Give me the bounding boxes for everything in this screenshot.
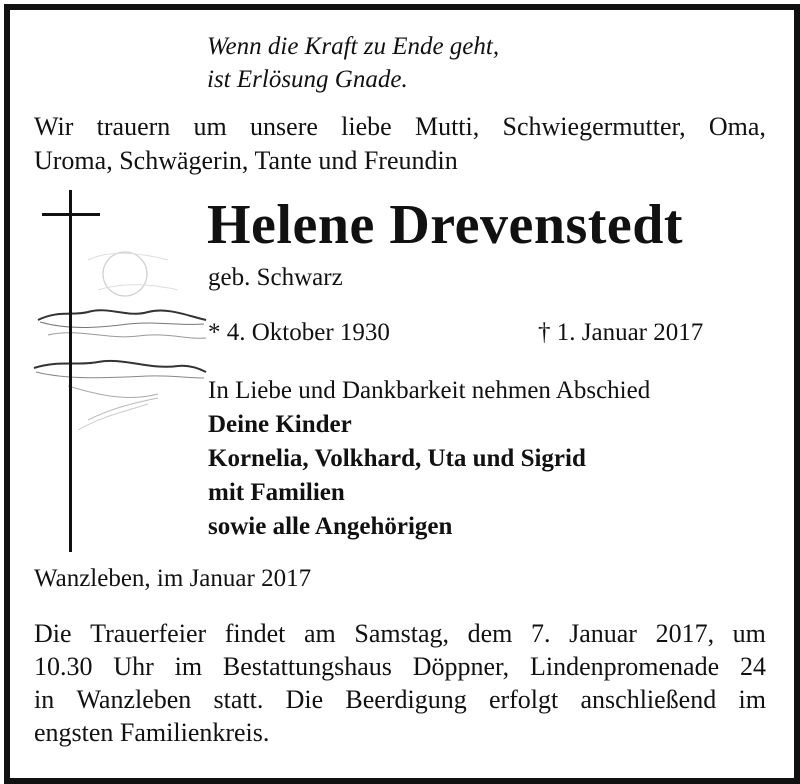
service-word: Bestattungshaus: [222, 652, 392, 681]
place-date: Wanzleben, im Januar 2017: [34, 565, 312, 592]
motto-line-1: Wenn die Kraft zu Ende geht,: [207, 33, 500, 60]
service-line-3: [34, 683, 766, 716]
intro-word: Mutti,: [414, 112, 480, 141]
service-word: im: [738, 685, 766, 714]
intro-text: [34, 110, 766, 178]
service-line-4: engsten Familienkreis.: [34, 718, 270, 747]
service-word: erfolgt: [488, 685, 559, 714]
service-word: 7.: [530, 619, 551, 648]
service-word: Uhr: [113, 652, 154, 681]
service-word: 24: [739, 652, 766, 681]
deceased-name: Helene Drevenstedt: [207, 194, 684, 256]
death-date: † 1. Januar 2017: [538, 319, 704, 346]
service-word: Döppner,: [412, 652, 510, 681]
birth-date: * 4. Oktober 1930: [208, 319, 390, 346]
mourners-line-4: sowie alle Angehörigen: [208, 513, 453, 540]
motto-line-2: ist Erlösung Gnade.: [207, 66, 408, 93]
mourners-line-1: Deine Kinder: [208, 411, 352, 438]
service-word: 2017,: [655, 619, 715, 648]
cross-icon: [42, 190, 100, 552]
intro-line-2: Uroma, Schwägerin, Tante und Freundin: [34, 146, 458, 175]
service-line-2: [34, 650, 766, 683]
intro-word: liebe: [341, 112, 392, 141]
mourners-intro: In Liebe und Dankbarkeit nehmen Abschied: [208, 377, 651, 404]
intro-word: um: [193, 112, 227, 141]
service-line-1: [34, 617, 766, 650]
motto-verse: [207, 30, 499, 96]
service-word: Wanzleben: [76, 685, 192, 714]
intro-word: Oma,: [708, 112, 766, 141]
service-word: in: [34, 685, 55, 714]
moon-icon: [103, 252, 147, 296]
service-word: Die: [34, 619, 72, 648]
service-word: Lindenpromenade: [529, 652, 720, 681]
service-word: dem: [467, 619, 513, 648]
service-word: Beerdigung: [345, 685, 467, 714]
service-word: Die: [285, 685, 324, 714]
intro-line-1: [34, 110, 766, 144]
mourners-line-2: Kornelia, Volkhard, Uta und Sigrid: [208, 445, 586, 472]
service-word: anschließend: [580, 685, 717, 714]
mourners-block: [208, 374, 650, 544]
mourners-line-3: mit Familien: [208, 479, 345, 506]
maiden-name: geb. Schwarz: [208, 264, 343, 291]
service-word: Trauerfeier: [90, 619, 207, 648]
service-word: statt.: [213, 685, 264, 714]
intro-word: trauern: [96, 112, 171, 141]
service-word: 10.30: [34, 652, 93, 681]
service-word: um: [732, 619, 766, 648]
service-info: [34, 617, 766, 749]
intro-word: Schwiegermutter,: [502, 112, 686, 141]
service-word: im: [174, 652, 203, 681]
service-word: findet: [224, 619, 286, 648]
landscape-sketch-icon: [28, 190, 208, 560]
intro-word: Wir: [34, 112, 74, 141]
intro-word: unsere: [250, 112, 318, 141]
service-word: am: [304, 619, 336, 648]
service-word: Januar: [569, 619, 637, 648]
service-word: Samstag,: [354, 619, 449, 648]
